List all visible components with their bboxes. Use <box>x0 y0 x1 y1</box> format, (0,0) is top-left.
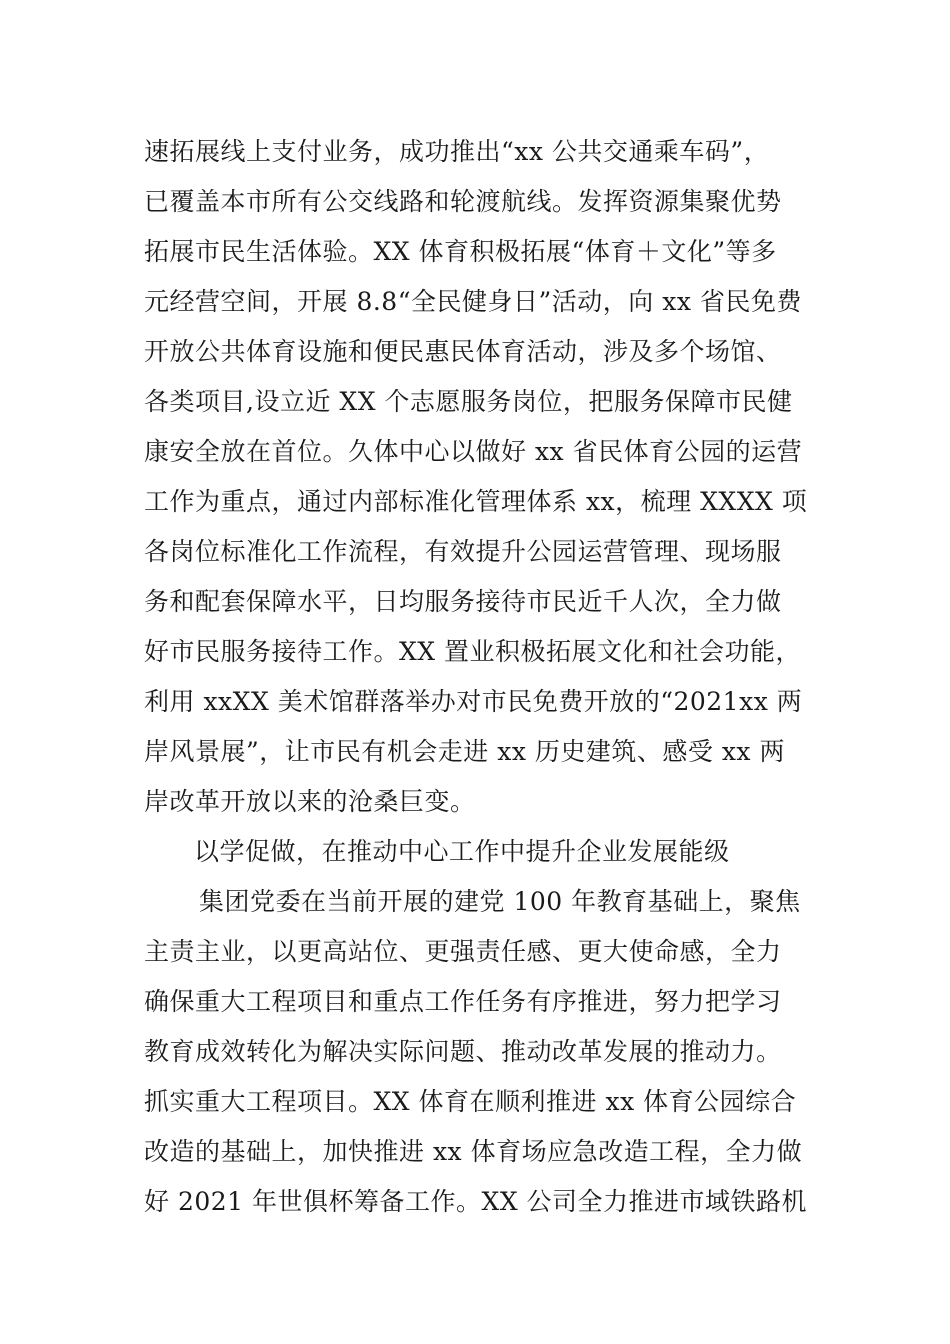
text-line: 好市民服务接待工作。XX 置业积极拓展文化和社会功能， <box>144 637 802 666</box>
text-line: 岸风景展”，让市民有机会走进 xx 历史建筑、感受 xx 两 <box>144 737 785 766</box>
text-line: 教育成效转化为解决实际问题、推动改革发展的推动力。 <box>144 1037 782 1066</box>
text-line: 好 2021 年世俱杯筹备工作。XX 公司全力推进市域铁路机 <box>144 1187 808 1216</box>
text-line: 康安全放在首位。久体中心以做好 xx 省民体育公园的运营 <box>144 437 803 466</box>
text-line: 各岗位标准化工作流程，有效提升公园运营管理、现场服 <box>144 537 782 566</box>
text-line: 拓展市民生活体验。XX 体育积极拓展“体育＋文化”等多 <box>144 237 777 266</box>
text-line: 集团党委在当前开展的建党 100 年教育基础上，聚焦 <box>199 887 801 916</box>
text-line: 工作为重点，通过内部标准化管理体系 xx，梳理 XXXX 项 <box>144 487 808 516</box>
text-line: 抓实重大工程项目。XX 体育在顺利推进 xx 体育公园综合 <box>144 1087 797 1116</box>
text-line: 开放公共体育设施和便民惠民体育活动，涉及多个场馆、 <box>144 337 782 366</box>
text-line: 岸改革开放以来的沧桑巨变。 <box>144 787 476 816</box>
section-heading: 以学促做，在推动中心工作中提升企业发展能级 <box>194 837 730 866</box>
text-line: 已覆盖本市所有公交线路和轮渡航线。发挥资源集聚优势 <box>144 187 782 216</box>
text-line: 务和配套保障水平，日均服务接待市民近千人次，全力做 <box>144 587 782 616</box>
text-line: 确保重大工程项目和重点工作任务有序推进，努力把学习 <box>144 987 782 1016</box>
text-line: 主责主业，以更高站位、更强责任感、更大使命感，全力 <box>144 937 782 966</box>
text-line: 速拓展线上支付业务，成功推出“xx 公共交通乘车码”， <box>144 137 770 166</box>
text-line: 各类项目,设立近 XX 个志愿服务岗位，把服务保障市民健 <box>144 387 793 416</box>
text-line: 元经营空间，开展 8.8“全民健身日”活动，向 xx 省民免费 <box>144 287 802 316</box>
text-line: 利用 xxXX 美术馆群落举办对市民免费开放的“2021xx 两 <box>144 687 803 716</box>
text-line: 改造的基础上，加快推进 xx 体育场应急改造工程，全力做 <box>144 1137 803 1166</box>
